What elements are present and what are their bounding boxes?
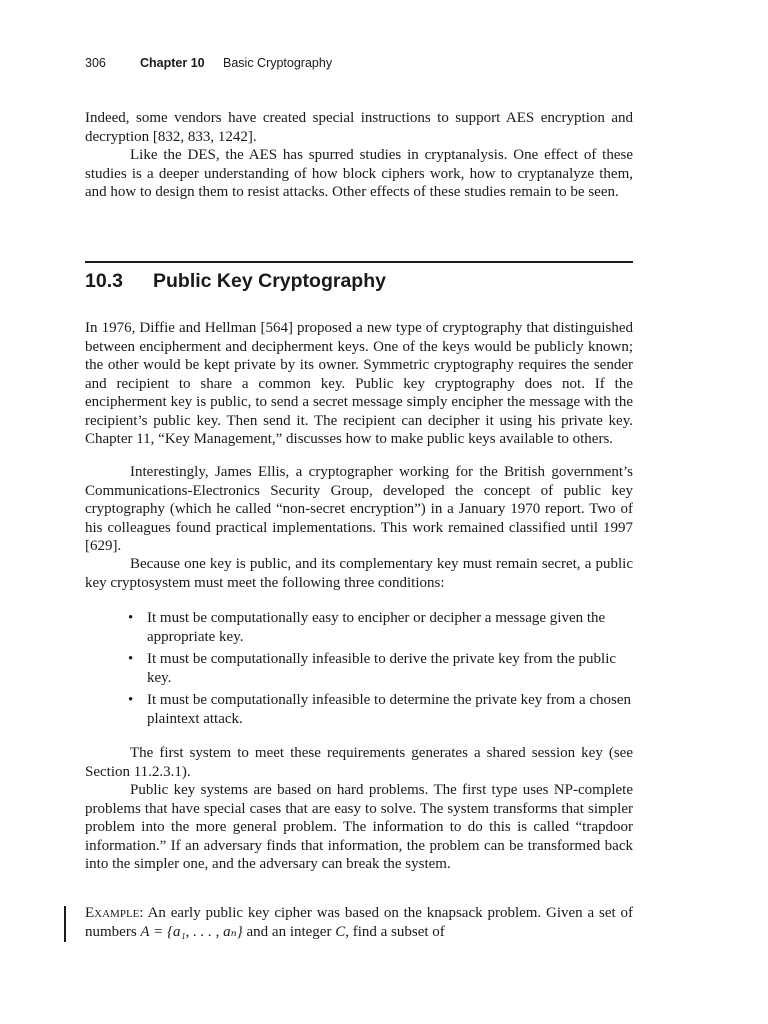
paragraph: Indeed, some vendors have created special instructions to support AES encryption and decryption [832, 833, 1242]. — [85, 110, 633, 145]
bullet-icon: • — [128, 692, 134, 708]
math-var-integer: C — [335, 923, 346, 940]
page-number: 306 — [85, 56, 106, 70]
paragraph: Like the DES, the AES has spurred studies in cryptanalysis. One effect of these studies is a deeper understanding of how block ciphers work, how to cryptanalyze them, and how to design them to resist attacks. Other effects of these studies remain to be seen. — [85, 147, 633, 200]
example-text: and an integer — [242, 923, 336, 940]
bullet-icon: • — [128, 610, 134, 626]
margin-change-bar — [64, 906, 66, 942]
section-rule — [85, 261, 633, 263]
paragraph: In 1976, Diffie and Hellman [564] proposed a new type of cryptography that distinguished between encipherment and decipherment keys. One of the keys would be publicly known; the other would be kept private by its owner. Symmetric cryptography requires the sender and recipient to share a common key. Public key cryptography does not. If the encipherment key is public, to send a secret message simply encipher the message with the recipient’s public key. Then send it. The recipient can decipher it using his private key. Chapter 11, “Key Management,” discusses how to make public keys available to others. — [85, 320, 633, 447]
example-text: An early public key cipher was based on the knapsack problem. Given a set of numbers — [85, 905, 633, 940]
list-item-text: It must be computationally infeasible to determine the private key from a chosen plaintext attack. — [147, 692, 632, 727]
running-header — [85, 56, 633, 74]
section-title: Public Key Cryptography — [153, 270, 386, 292]
section-heading — [85, 270, 386, 293]
paragraph: Interestingly, James Ellis, a cryptographer working for the British government’s Communications-Electronics Security Group, developed the concept of public key cryptography (which he called “non-secret encryption”) in a January 1970 report. Two of his colleagues found practical implementations. This work remained classified until 1997 [629]. — [85, 464, 633, 554]
example-label: Example: — [85, 905, 144, 921]
example-paragraph — [85, 904, 633, 941]
bullet-icon: • — [128, 651, 134, 667]
paragraph: Public key systems are based on hard problems. The first type uses NP-complete problems that have special cases that are easy to solve. The system transforms that simpler problem into the more general problem. The information to do this is called “trapdoor information.” If an adversary finds that information, the problem can be transformed back into the simpler one, and the adversary can break the system. — [85, 782, 633, 872]
math-set-expression: = {a₁, . . . , aₙ} — [149, 923, 243, 940]
paragraph: Because one key is public, and its complementary key must remain secret, a public key cryptosystem must meet the following three conditions: — [85, 556, 633, 591]
list-item — [128, 691, 633, 728]
list-item — [128, 609, 633, 646]
chapter-title: Basic Cryptography — [223, 56, 333, 70]
list-item-text: It must be computationally easy to encipher or decipher a message given the appropriate key. — [147, 610, 606, 645]
section-number: 10.3 — [85, 270, 123, 292]
list-item-text: It must be computationally infeasible to derive the private key from the public key. — [147, 651, 617, 686]
chapter-label: Chapter 10 — [140, 56, 205, 70]
list-item — [128, 650, 633, 687]
conditions-list — [128, 609, 633, 732]
paragraph: The first system to meet these requirements generates a shared session key (see Section 11.2.3.1). — [85, 745, 633, 780]
example-text: , find a subset of — [345, 923, 445, 940]
math-var-set: A — [140, 923, 150, 940]
